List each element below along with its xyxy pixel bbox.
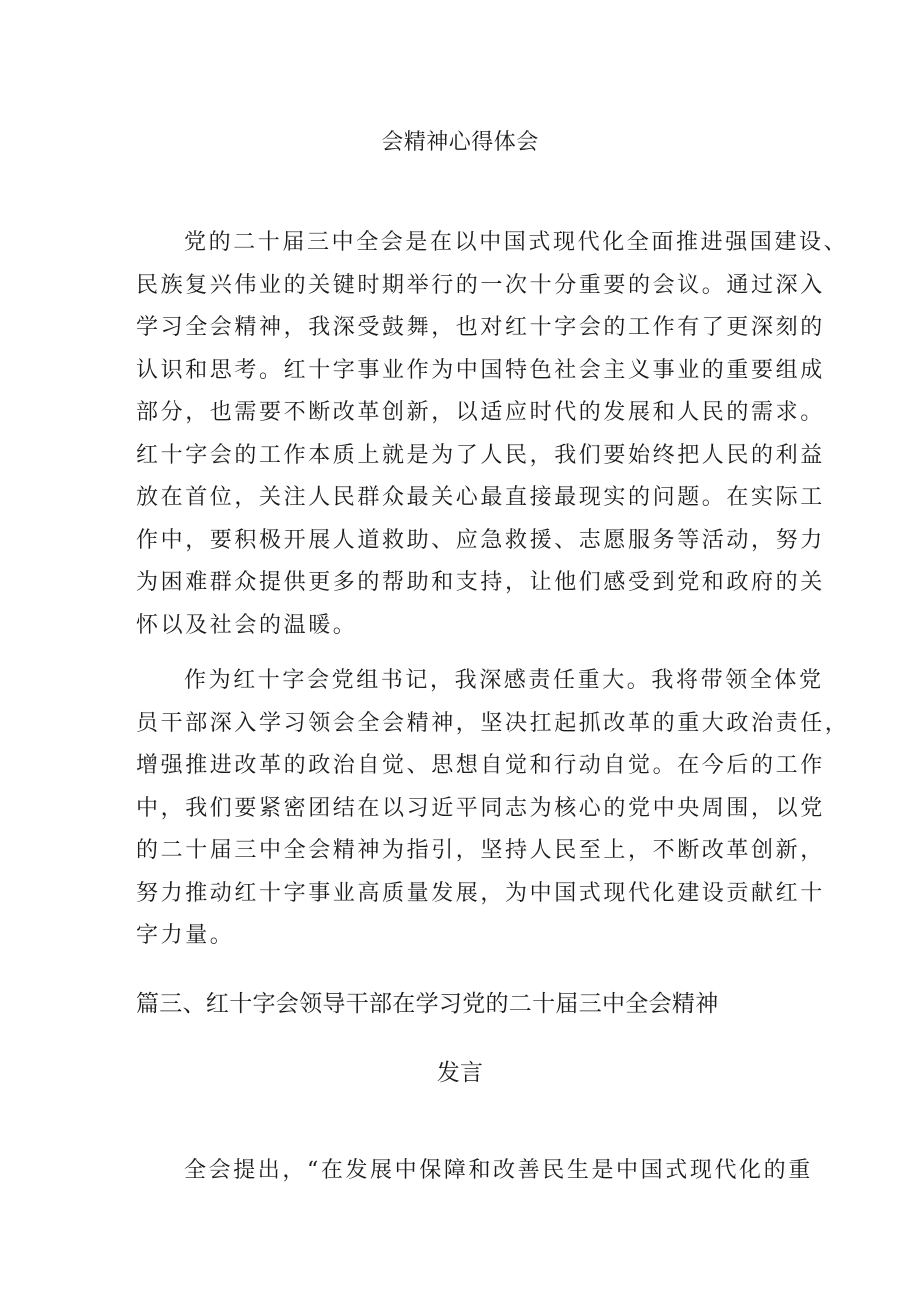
paragraph-line: 作为红十字会党组书记，我深感责任重大。我将带领全体党 [184, 668, 824, 693]
paragraph-line: 的二十届三中全会精神为指引，坚持人民至上，不断改革创新， [136, 838, 825, 863]
paragraph-line: 放在首位，关注人民群众最关心最直接最现实的问题。在实际工 [136, 485, 825, 510]
paragraph-line: 中，我们要紧密团结在以习近平同志为核心的党中央周围，以党 [136, 795, 825, 821]
document-title: 会精神心得体会 [381, 130, 539, 155]
paragraph-line: 员干部深入学习领会全会精神，坚决扛起抓改革的重大政治责任， [136, 710, 850, 736]
paragraph-line: 学习全会精神，我深受鼓舞，也对红十字会的工作有了更深刻的 [136, 315, 825, 340]
paragraph-line: 全会提出，“在发展中保障和改善民生是中国式现代化的重 [184, 1158, 813, 1183]
paragraph-3 [136, 1150, 813, 1193]
paragraph-line: 为困难群众提供更多的帮助和支持，让他们感受到党和政府的关 [136, 570, 825, 595]
paragraph-line: 红十字会的工作本质上就是为了人民，我们要始终把人民的利益 [136, 442, 825, 468]
section-heading: 篇三、红十字会领导干部在学习党的二十届三中全会精神 [136, 991, 719, 1017]
paragraph-line: 认识和思考。红十字事业作为中国特色社会主义事业的重要组成 [136, 357, 825, 383]
paragraph-line: 增强推进改革的政治自觉、思想自觉和行动自觉。在今后的工作 [136, 753, 825, 778]
paragraph-line: 民族复兴伟业的关键时期举行的一次十分重要的会议。通过深入 [136, 272, 825, 298]
paragraph-line: 部分，也需要不断改革创新，以适应时代的发展和人民的需求。 [136, 400, 825, 425]
paragraph-line: 努力推动红十字事业高质量发展，为中国式现代化建设贡献红十 [136, 880, 825, 906]
paragraph-line: 作中，要积极开展人道救助、应急救援、志愿服务等活动，努力 [136, 527, 825, 553]
paragraph-1 [136, 222, 849, 647]
paragraph-line: 字力量。 [136, 923, 235, 948]
paragraph-line: 怀以及社会的温暖。 [136, 612, 358, 638]
paragraph-line: 党的二十届三中全会是在以中国式现代化全面推进强国建设、 [184, 230, 849, 255]
section-heading-continuation: 发言 [436, 1060, 484, 1086]
paragraph-2 [136, 660, 850, 958]
